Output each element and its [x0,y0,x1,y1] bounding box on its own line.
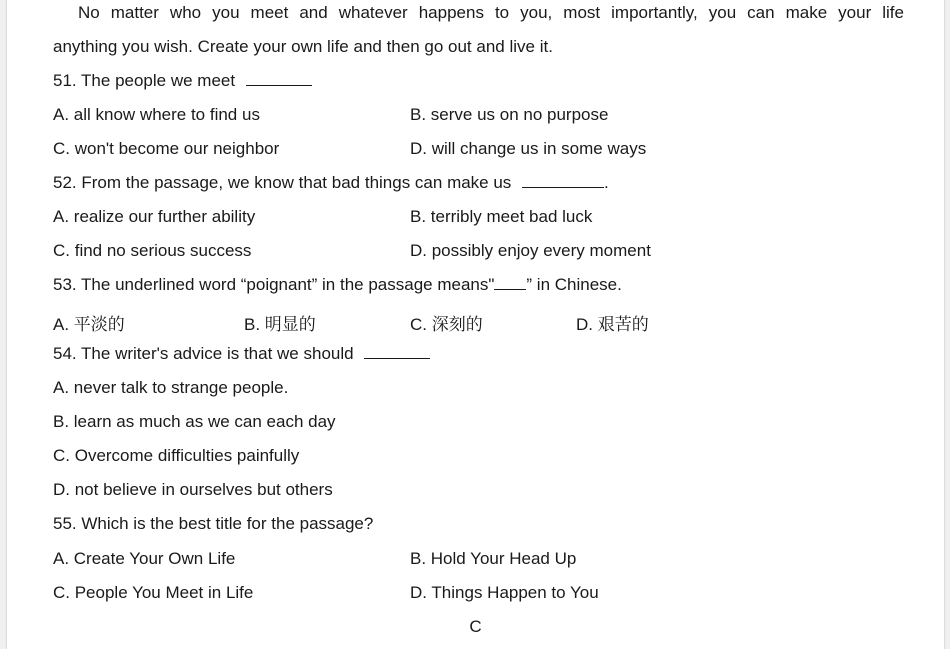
option-54-d: D. not believe in ourselves but others [53,480,333,499]
question-53 [53,275,622,295]
question-55 [53,514,373,534]
option-53-a: A. 平淡的 [53,315,125,334]
answer-blank [246,71,312,86]
option-55-b: B. Hold Your Head Up [410,549,577,568]
option-55-a: A. Create Your Own Life [53,549,236,568]
option-55-d: D. Things Happen to You [410,583,599,602]
option-51-a: A. all know where to find us [53,105,260,124]
question-51-stem: 51. The people we meet [53,71,236,90]
option-51-b: B. serve us on no purpose [410,105,609,124]
question-52 [53,173,609,193]
answer-blank [494,275,526,290]
answer-blank [364,344,430,359]
option-52-a: A. realize our further ability [53,207,256,226]
option-54-c: C. Overcome difficulties painfully [53,446,300,465]
option-55-c: C. People You Meet in Life [53,583,254,602]
option-53-c: C. 深刻的 [410,315,483,334]
option-54-a: A. never talk to strange people. [53,378,289,397]
question-53-stem-after: ” in Chinese. [526,275,622,294]
option-53-b: B. 明显的 [244,315,316,334]
option-51-c: C. won't become our neighbor [53,139,280,158]
question-55-stem: 55. Which is the best title for the passage? [53,514,374,533]
question-51 [53,71,312,91]
option-52-c: C. find no serious success [53,241,252,260]
option-53-d: D. 艰苦的 [576,315,649,334]
option-52-d: D. possibly enjoy every moment [410,241,651,260]
document-page [7,0,944,649]
question-52-stem: 52. From the passage, we know that bad things can make us [53,173,512,192]
passage-line-2: anything you wish. Create your own life and then go out and live it. [53,37,553,56]
question-54 [53,344,430,364]
section-label: C [469,617,482,636]
option-54-b: B. learn as much as we can each day [53,412,336,431]
passage-line-1: No matter who you meet and whatever happens to you, most importantly, you can make your life [78,3,904,22]
option-51-d: D. will change us in some ways [410,139,647,158]
option-52-b: B. terribly meet bad luck [410,207,593,226]
question-52-stem-after: . [604,173,609,192]
answer-blank [522,173,604,188]
question-54-stem: 54. The writer's advice is that we should [53,344,354,363]
question-53-stem: 53. The underlined word “poignant” in the passage means" [53,275,495,294]
